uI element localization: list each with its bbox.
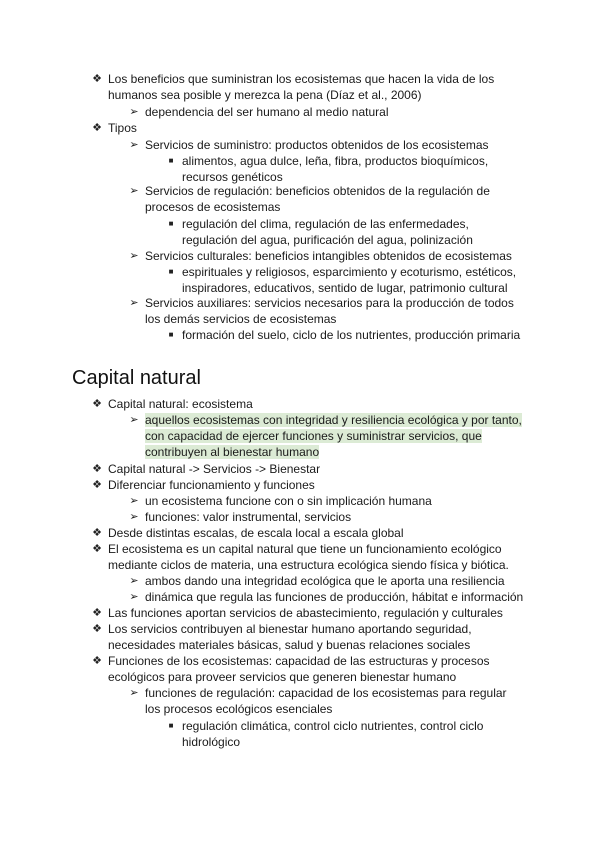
list-item: Los beneficios que suministran los ecosistemas que hacen la vida de los [108,72,495,86]
arrow-bullet-icon: ➢ [129,185,139,197]
sub-list-item: funciones: valor instrumental, servicios [145,510,352,524]
list-item-continuation: ecológicos para proveer servicios que generen bienestar humano [108,670,457,684]
detail-item-continuation: recursos genéticos [182,170,283,184]
detail-item: alimentos, agua dulce, leña, fibra, productos bioquímicos, [182,154,489,168]
diamond-bullet-icon: ❖ [92,398,102,410]
detail-item-continuation: hidrológico [182,735,241,749]
list-item: Tipos [108,121,137,135]
sub-list-item: dependencia del ser humano al medio natural [145,105,389,119]
sub-list-item: funciones de regulación: capacidad de los ecosistemas para regular [145,686,507,700]
diamond-bullet-icon: ❖ [92,607,102,619]
detail-item: espirituales y religiosos, esparcimiento y ecoturismo, estéticos, [182,265,517,279]
square-bullet-icon: ■ [168,330,174,339]
list-item: Las funciones aportan servicios de abastecimiento, regulación y culturales [108,606,503,620]
arrow-bullet-icon: ➢ [129,297,139,309]
arrow-bullet-icon: ➢ [129,139,139,151]
detail-item: regulación climática, control ciclo nutrientes, control ciclo [182,719,484,733]
arrow-bullet-icon: ➢ [129,495,139,507]
diamond-bullet-icon: ❖ [92,527,102,539]
sub-list-item-continuation: procesos de ecosistemas [145,200,281,214]
arrow-bullet-icon: ➢ [129,591,139,603]
sub-list-item: Servicios de suministro: productos obtenidos de los ecosistemas [145,138,489,152]
list-item: Capital natural -> Servicios -> Bienestar [108,462,321,476]
highlight-text: aquellos ecosistemas con integridad y resiliencia ecológica y por tanto, [145,413,522,427]
square-bullet-icon: ■ [168,267,174,276]
square-bullet-icon: ■ [168,219,174,228]
section-heading: Capital natural [72,367,201,389]
diamond-bullet-icon: ❖ [92,543,102,555]
list-item: Capital natural: ecosistema [108,397,253,411]
list-item: El ecosistema es un capital natural que tiene un funcionamiento ecológico [108,542,502,556]
list-item: Los servicios contribuyen al bienestar humano aportando seguridad, [108,622,472,636]
sub-list-item: un ecosistema funcione con o sin implicación humana [145,494,432,508]
list-item-continuation: humanos sea posible y merezca la pena (Díaz et al., 2006) [108,88,422,102]
sub-list-item: Servicios de regulación: beneficios obtenidos de la regulación de [145,184,490,198]
sub-list-item: Servicios auxiliares: servicios necesarios para la producción de todos [145,296,514,310]
sub-list-item-continuation: los procesos ecológicos esenciales [145,702,333,716]
sub-list-item: Servicios culturales: beneficios intangibles obtenidos de ecosistemas [145,249,512,263]
highlighted-continuation [145,444,319,460]
arrow-bullet-icon: ➢ [129,106,139,118]
list-item: Desde distintas escalas, de escala local a escala global [108,526,404,540]
detail-item-continuation: inspiradores, educativos, sentido de lugar, patrimonio cultural [182,281,508,295]
highlight-text: contribuyen al bienestar humano [145,445,320,459]
diamond-bullet-icon: ❖ [92,122,102,134]
detail-item-continuation: regulación del agua, purificación del agua, polinización [182,233,473,247]
diamond-bullet-icon: ❖ [92,463,102,475]
sub-list-item: dinámica que regula las funciones de producción, hábitat e información [145,590,524,604]
list-item-continuation: necesidades materiales básicas, salud y buenas relaciones sociales [108,638,471,652]
highlighted-continuation [145,428,482,444]
list-item: Funciones de los ecosistemas: capacidad de las estructuras y procesos [108,654,490,668]
detail-item: formación del suelo, ciclo de los nutrientes, producción primaria [182,328,521,342]
detail-item: regulación del clima, regulación de las enfermedades, [182,217,469,231]
highlighted-sub-item [145,412,522,428]
square-bullet-icon: ■ [168,156,174,165]
diamond-bullet-icon: ❖ [92,479,102,491]
arrow-bullet-icon: ➢ [129,414,139,426]
arrow-bullet-icon: ➢ [129,250,139,262]
list-item: Diferenciar funcionamiento y funciones [108,478,315,492]
diamond-bullet-icon: ❖ [92,655,102,667]
sub-list-item-continuation: los demás servicios de ecosistemas [145,312,337,326]
arrow-bullet-icon: ➢ [129,687,139,699]
sub-list-item: ambos dando una integridad ecológica que le aporta una resiliencia [145,574,505,588]
highlight-text: con capacidad de ejercer funciones y suministrar servicios, que [145,429,482,443]
arrow-bullet-icon: ➢ [129,511,139,523]
diamond-bullet-icon: ❖ [92,73,102,85]
diamond-bullet-icon: ❖ [92,623,102,635]
arrow-bullet-icon: ➢ [129,575,139,587]
list-item-continuation: mediante ciclos de materia, una estructura ecológica siendo física y biótica. [108,558,509,572]
square-bullet-icon: ■ [168,721,174,730]
